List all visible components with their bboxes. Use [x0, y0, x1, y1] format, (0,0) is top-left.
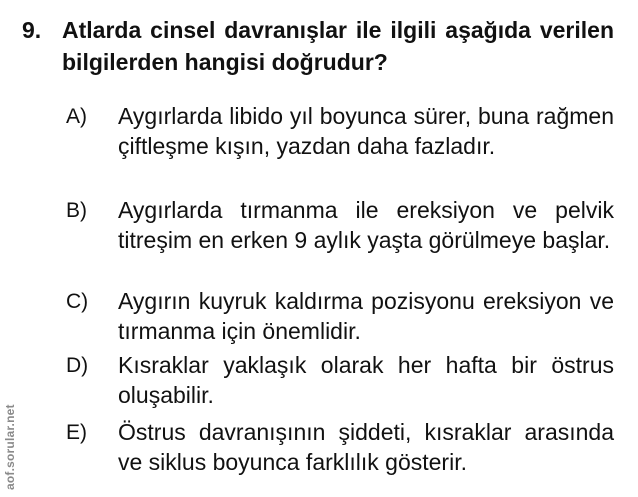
- option-letter: C): [66, 290, 89, 313]
- question-number: 9.: [22, 17, 42, 43]
- option-letter: E): [66, 421, 87, 444]
- option-d: [66, 350, 614, 410]
- option-letter: B): [66, 199, 87, 222]
- option-e: [66, 417, 614, 477]
- option-letter: D): [66, 354, 89, 377]
- option-a: [66, 101, 614, 161]
- option-text: Aygırlarda libido yıl boyunca sürer, buna rağmen çiftleşme kışın, yazdan daha fazladır.: [118, 103, 614, 159]
- question-stem: Atlarda cinsel davranışlar ile ilgili aşağıda verilen bilgilerden hangisi doğrudur?: [62, 17, 614, 75]
- option-c: [66, 286, 614, 346]
- option-text: Kısraklar yaklaşık olarak her hafta bir östrus oluşabilir.: [118, 352, 614, 408]
- option-letter: A): [66, 105, 87, 128]
- option-text: Östrus davranışının şiddeti, kısraklar arasında ve siklus boyunca farklılık gösterir.: [118, 419, 614, 475]
- option-text: Aygırın kuyruk kaldırma pozisyonu ereksiyon ve tırmanma için önemlidir.: [118, 288, 614, 344]
- option-b: [66, 195, 614, 255]
- watermark-side: aof.sorular.net: [3, 404, 17, 490]
- option-text: Aygırlarda tırmanma ile ereksiyon ve pelvik titreşim en erken 9 aylık yaşta görülmeye başlar.: [118, 197, 614, 253]
